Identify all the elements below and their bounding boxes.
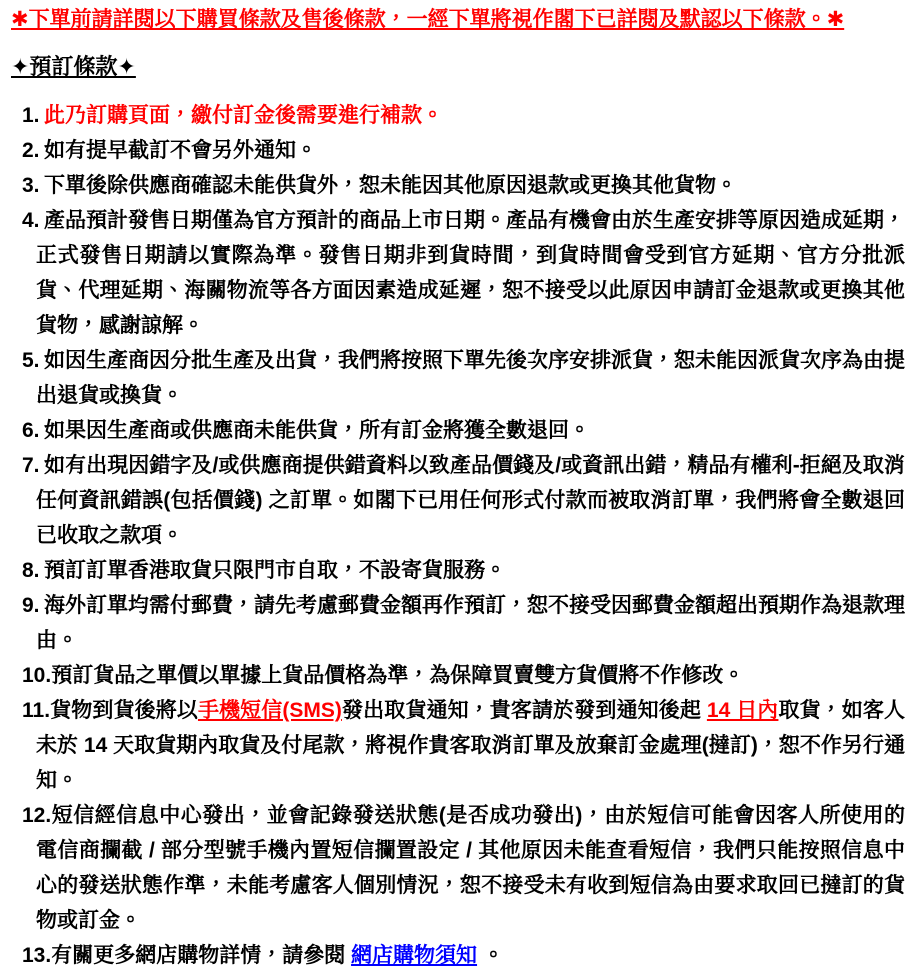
term-number: 3. [22,174,40,197]
term-text-segment: 海外訂單均需付郵費，請先考慮郵費金額再作預訂，恕不接受因郵費金額超出預期作為退款理由。 [36,594,905,652]
term-number: 5. [22,349,40,372]
term-text-segment: 產品預計發售日期僅為官方預計的商品上市日期。產品有機會由於生產安排等原因造成延期，正式發售日期請以實際為準。發售日期非到貨時間，到貨時間會受到官方延期、官方分批派貨、代理延期、海關物流等各方面因素造成延遲，恕不接受以此原因申請訂金退款或更換其他貨物，感謝諒解。 [36,209,905,337]
term-number: 1. [22,104,40,127]
term-text-segment: 如有提早截訂不會另外通知。 [44,139,317,162]
preorder-terms-title-text: ✦預訂條款✦ [11,54,136,79]
term-item-2 [11,133,905,168]
term-item-4 [11,203,905,343]
term-number: 7. [22,454,40,477]
term-number: 10. [22,664,52,687]
term-text-segment: 如因生產商因分批生產及出貨，我們將按照下單先後次序安排派貨，恕未能因派貨次序為由提出退貨或換貨。 [36,349,905,407]
term-text-segment: 有關更多網店購物詳情，請參閱 [51,944,352,967]
shop-purchase-notice-link[interactable]: 網店購物須知 [351,944,478,967]
term-text-segment: 發出取貨通知，貴客請於發到通知後起 [341,699,707,722]
term-item-7 [11,448,905,553]
term-text-segment: 下單後除供應商確認未能供貨外，恕未能因其他原因退款或更換其他貨物。 [44,174,737,197]
term-item-3 [11,168,905,203]
term-item-5 [11,343,905,413]
term-text-segment: 手機短信(SMS) [197,699,342,722]
term-text-segment: 貨物到貨後將以 [50,699,198,722]
term-text-segment: 如果因生產商或供應商未能供貨，所有訂金將獲全數退回。 [44,419,590,442]
term-item-6 [11,413,905,448]
preorder-terms-title [11,50,905,83]
term-text-segment: 此乃訂購頁面，繳付訂金後需要進行補款。 [44,104,443,127]
term-number: 12. [22,804,52,827]
term-text-segment: 取貨，如客人未於 14 天取貨期內取貨及付尾款，將視作貴客取消訂單及放棄訂金處理(撻訂)，恕不作另行通知。 [36,699,906,792]
term-text-segment: 。 [477,944,504,967]
term-number: 13. [22,944,52,967]
term-item-12 [11,798,905,938]
terms-list [11,98,905,973]
term-item-13 [11,938,905,973]
purchase-terms-warning-header: ✱下單前請詳閱以下購買條款及售後條款，一經下單將視作閣下已詳閱及默認以下條款。✱ [11,8,845,31]
term-item-10 [11,658,905,693]
term-number: 8. [22,559,40,582]
term-number: 6. [22,419,40,442]
term-item-8 [11,553,905,588]
term-number: 9. [22,594,40,617]
term-text-segment: 預訂訂單香港取貨只限門市自取，不設寄貨服務。 [44,559,506,582]
term-text-segment: 短信經信息中心發出，並會記錄發送狀態(是否成功發出)，由於短信可能會因客人所使用的電信商攔截 / 部分型號手機內置短信攔置設定 / 其他原因未能查看短信，我們只能按照信息中心的發送狀態作準，未能考慮客人個別情況，恕不接受未有收到短信為由要求取回已撻訂的貨物或訂金。 [36,804,905,932]
term-text-segment: 14 日內 [706,699,779,722]
term-number: 4. [22,209,40,232]
term-item-11 [11,693,905,798]
term-item-9 [11,588,905,658]
term-number: 11. [22,699,51,722]
term-text-segment: 預訂貨品之單價以單據上貨品價格為準，為保障買賣雙方貨價將不作修改。 [51,664,745,687]
term-number: 2. [22,139,40,162]
term-item-1 [11,98,905,133]
term-text-segment: 如有出現因錯字及/或供應商提供錯資料以致產品價錢及/或資訊出錯，精品有權利-拒絕及取消任何資訊錯誤(包括價錢) 之訂單。如閣下已用任何形式付款而被取消訂單，我們將會全數退回已收取之款項。 [36,454,905,547]
